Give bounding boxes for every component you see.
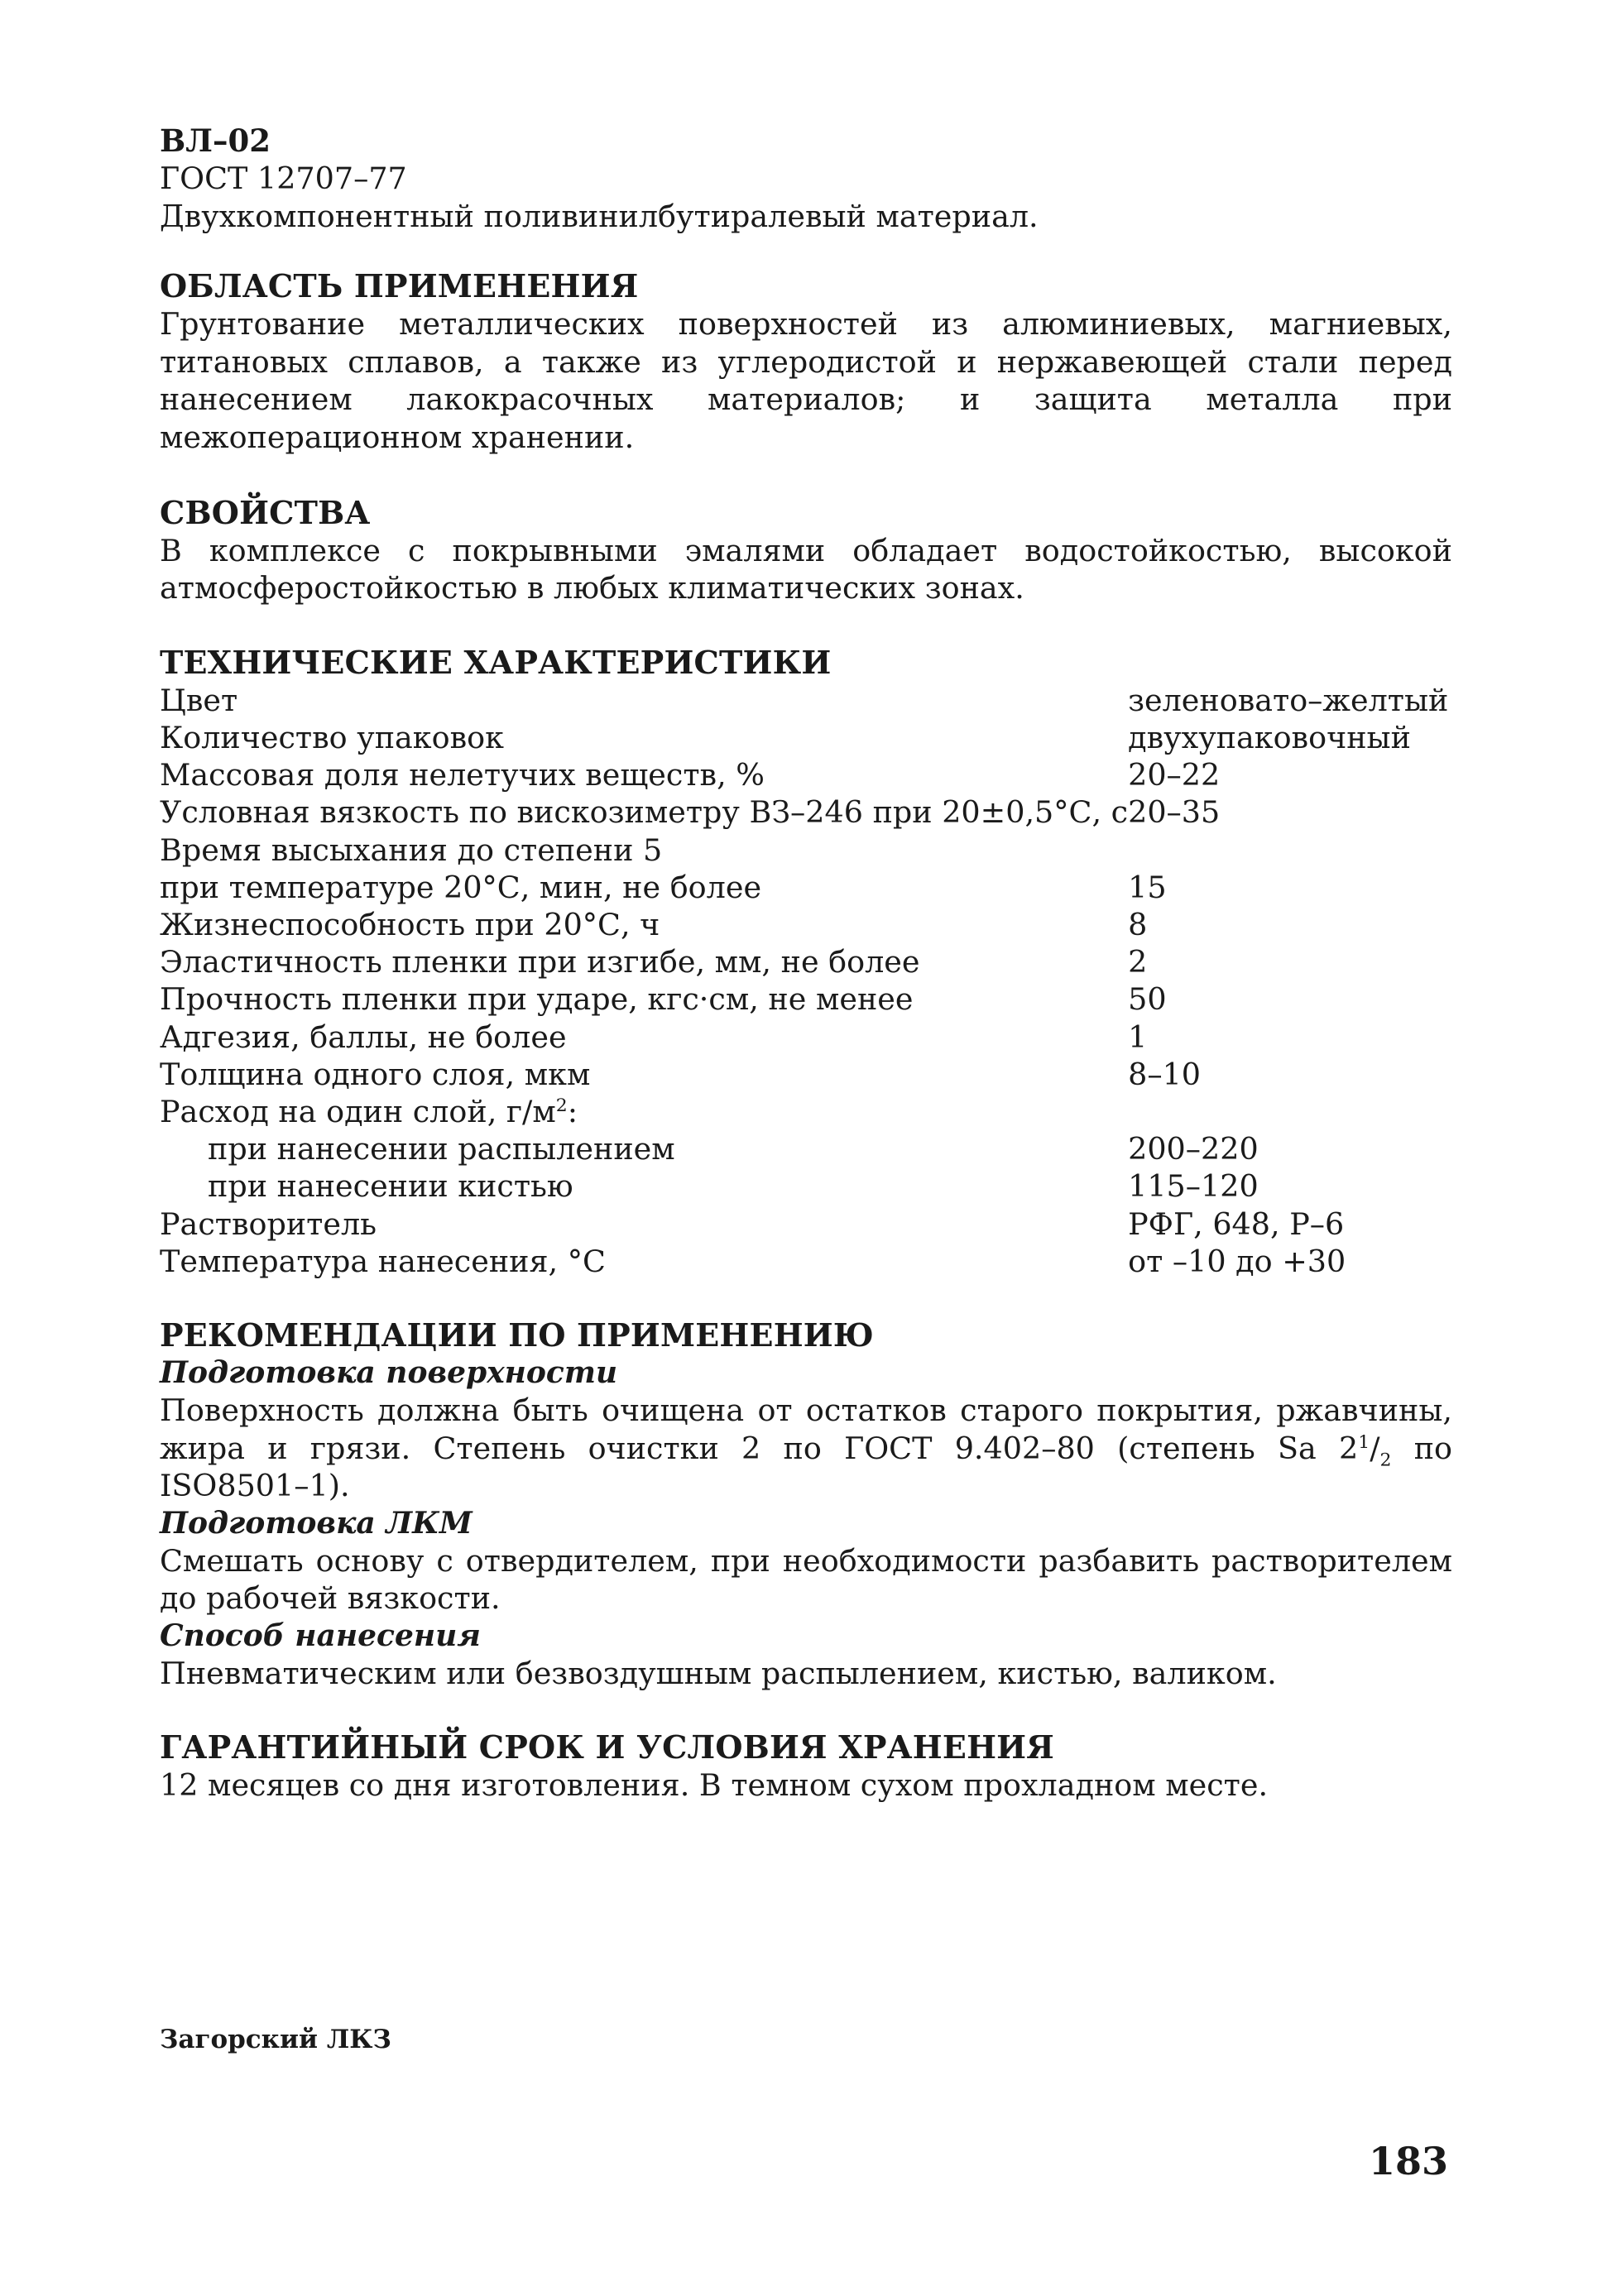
document-page xyxy=(160,122,1452,1804)
standard-reference: ГОСТ 12707–77 xyxy=(160,161,407,196)
fraction-numerator: 1 xyxy=(1358,1431,1370,1453)
spec-param: Жизнеспособность при 20°С, ч xyxy=(160,906,660,942)
spec-param: Время высыхания до степени 5 xyxy=(160,832,663,868)
spec-param: Температура нанесения, °С xyxy=(160,1243,606,1279)
spec-param: Массовая доля нелетучих веществ, % xyxy=(160,757,765,793)
surface-prep-text-main: Поверхность должна быть очищена от остатков старого покрытия, ржавчины, жира и грязи. Степень очистки 2 по ГОСТ 9.402–80 (степень Sa 2 xyxy=(160,1392,1452,1466)
recommendations-heading: РЕКОМЕНДАЦИИ ПО ПРИМЕНЕНИЮ xyxy=(160,1316,875,1354)
spec-param: Прочность пленки при ударе, кгс·см, не менее xyxy=(160,981,914,1018)
product-description: Двухкомпонентный поливинилбутиралевый материал. xyxy=(160,198,1039,234)
spec-value xyxy=(1128,1093,1452,1130)
properties-heading: СВОЙСТВА xyxy=(160,493,371,531)
spec-param-suffix: : xyxy=(567,1093,578,1129)
spec-row xyxy=(160,832,1452,869)
paint-prep-heading: Подготовка ЛКМ xyxy=(160,1505,473,1541)
spec-value: 200–220 xyxy=(1128,1131,1259,1167)
spec-row xyxy=(160,1093,1452,1130)
properties-text: В комплексе с покрывными эмалями обладает водостойкостью, высокой атмосферостойкостью в любых климатических зонах. xyxy=(160,532,1452,606)
spec-param: Условная вязкость по вискозиметру ВЗ–246 при 20±0,5°С, с xyxy=(160,794,1129,831)
fraction-slash: / xyxy=(1370,1430,1380,1466)
spec-value: зеленовато–желтый xyxy=(1128,682,1449,718)
spec-row xyxy=(160,1206,1452,1243)
spec-row xyxy=(160,1019,1452,1056)
spec-param-text: Расход на один слой, г/м xyxy=(160,1093,556,1129)
spec-value: двухупаковочный xyxy=(1128,719,1411,755)
spec-value: от –10 до +30 xyxy=(1128,1243,1346,1279)
spec-param: при нанесении кистью xyxy=(208,1168,573,1205)
spec-value: 20–22 xyxy=(1128,757,1221,793)
spec-value xyxy=(1128,832,1452,869)
spec-param: Эластичность пленки при изгибе, мм, не более xyxy=(160,944,920,980)
spec-row xyxy=(160,943,1452,980)
spec-param: Адгезия, баллы, не более xyxy=(160,1019,567,1055)
surface-prep-text-end: по ISO8501–1). xyxy=(160,1430,1452,1504)
application-text: Пневматическим или безвоздушным распылением, кистью, валиком. xyxy=(160,1655,1277,1691)
spec-row xyxy=(160,1056,1452,1093)
spec-value: 50 xyxy=(1128,981,1167,1018)
spec-param: Растворитель xyxy=(160,1206,377,1242)
spec-row xyxy=(160,869,1452,906)
application-heading: Способ нанесения xyxy=(160,1618,481,1653)
surface-prep-heading: Подготовка поверхности xyxy=(160,1355,618,1390)
spec-value: 15 xyxy=(1128,869,1167,905)
spec-row xyxy=(160,793,1452,831)
superscript: 2 xyxy=(555,1095,568,1116)
spec-row xyxy=(160,1243,1452,1280)
spec-value: РФГ, 648, Р–6 xyxy=(1128,1206,1345,1242)
spec-row xyxy=(160,719,1452,756)
spec-row xyxy=(160,1130,1452,1167)
spec-param: Количество упаковок xyxy=(160,719,504,755)
spec-value: 115–120 xyxy=(1128,1168,1259,1205)
spec-value: 8–10 xyxy=(1128,1056,1202,1092)
page-number: 183 xyxy=(1369,2139,1449,2183)
surface-prep-text xyxy=(160,1392,1452,1505)
spec-value: 20–35 xyxy=(1128,794,1221,831)
scope-heading: ОБЛАСТЬ ПРИМЕНЕНИЯ xyxy=(160,267,639,305)
warranty-heading: ГАРАНТИЙНЫЙ СРОК И УСЛОВИЯ ХРАНЕНИЯ xyxy=(160,1728,1054,1766)
spec-row xyxy=(160,682,1452,719)
spec-row xyxy=(160,756,1452,793)
spec-param: при температуре 20°С, мин, не более xyxy=(160,869,762,905)
scope-text: Грунтование металлических поверхностей из алюминиевых, магниевых, титановых сплавов, а также из углеродистой и нержавеющей стали перед нанесением лакокрасочных материалов; и защита металла при межоперационном хранении. xyxy=(160,306,1452,455)
spec-value: 2 xyxy=(1128,944,1148,980)
spec-row xyxy=(160,906,1452,943)
spec-param: Цвет xyxy=(160,682,238,718)
warranty-text: 12 месяцев со дня изготовления. В темном сухом прохладном месте. xyxy=(160,1766,1269,1803)
spec-param xyxy=(160,1093,1128,1130)
manufacturer-name: Загорский ЛКЗ xyxy=(160,2025,391,2054)
specs-table xyxy=(160,682,1452,1280)
product-code: ВЛ–02 xyxy=(160,122,271,159)
spec-row xyxy=(160,980,1452,1018)
spec-row xyxy=(160,1167,1452,1205)
spec-value: 1 xyxy=(1128,1019,1148,1055)
specs-heading: ТЕХНИЧЕСКИЕ ХАРАКТЕРИСТИКИ xyxy=(160,643,832,681)
spec-param: при нанесении распылением xyxy=(208,1131,675,1167)
fraction-denominator: 2 xyxy=(1379,1449,1392,1470)
spec-value: 8 xyxy=(1128,906,1148,942)
spec-param: Толщина одного слоя, мкм xyxy=(160,1056,591,1092)
paint-prep-text: Смешать основу с отвердителем, при необходимости разбавить растворителем до рабочей вязкости. xyxy=(160,1542,1452,1617)
